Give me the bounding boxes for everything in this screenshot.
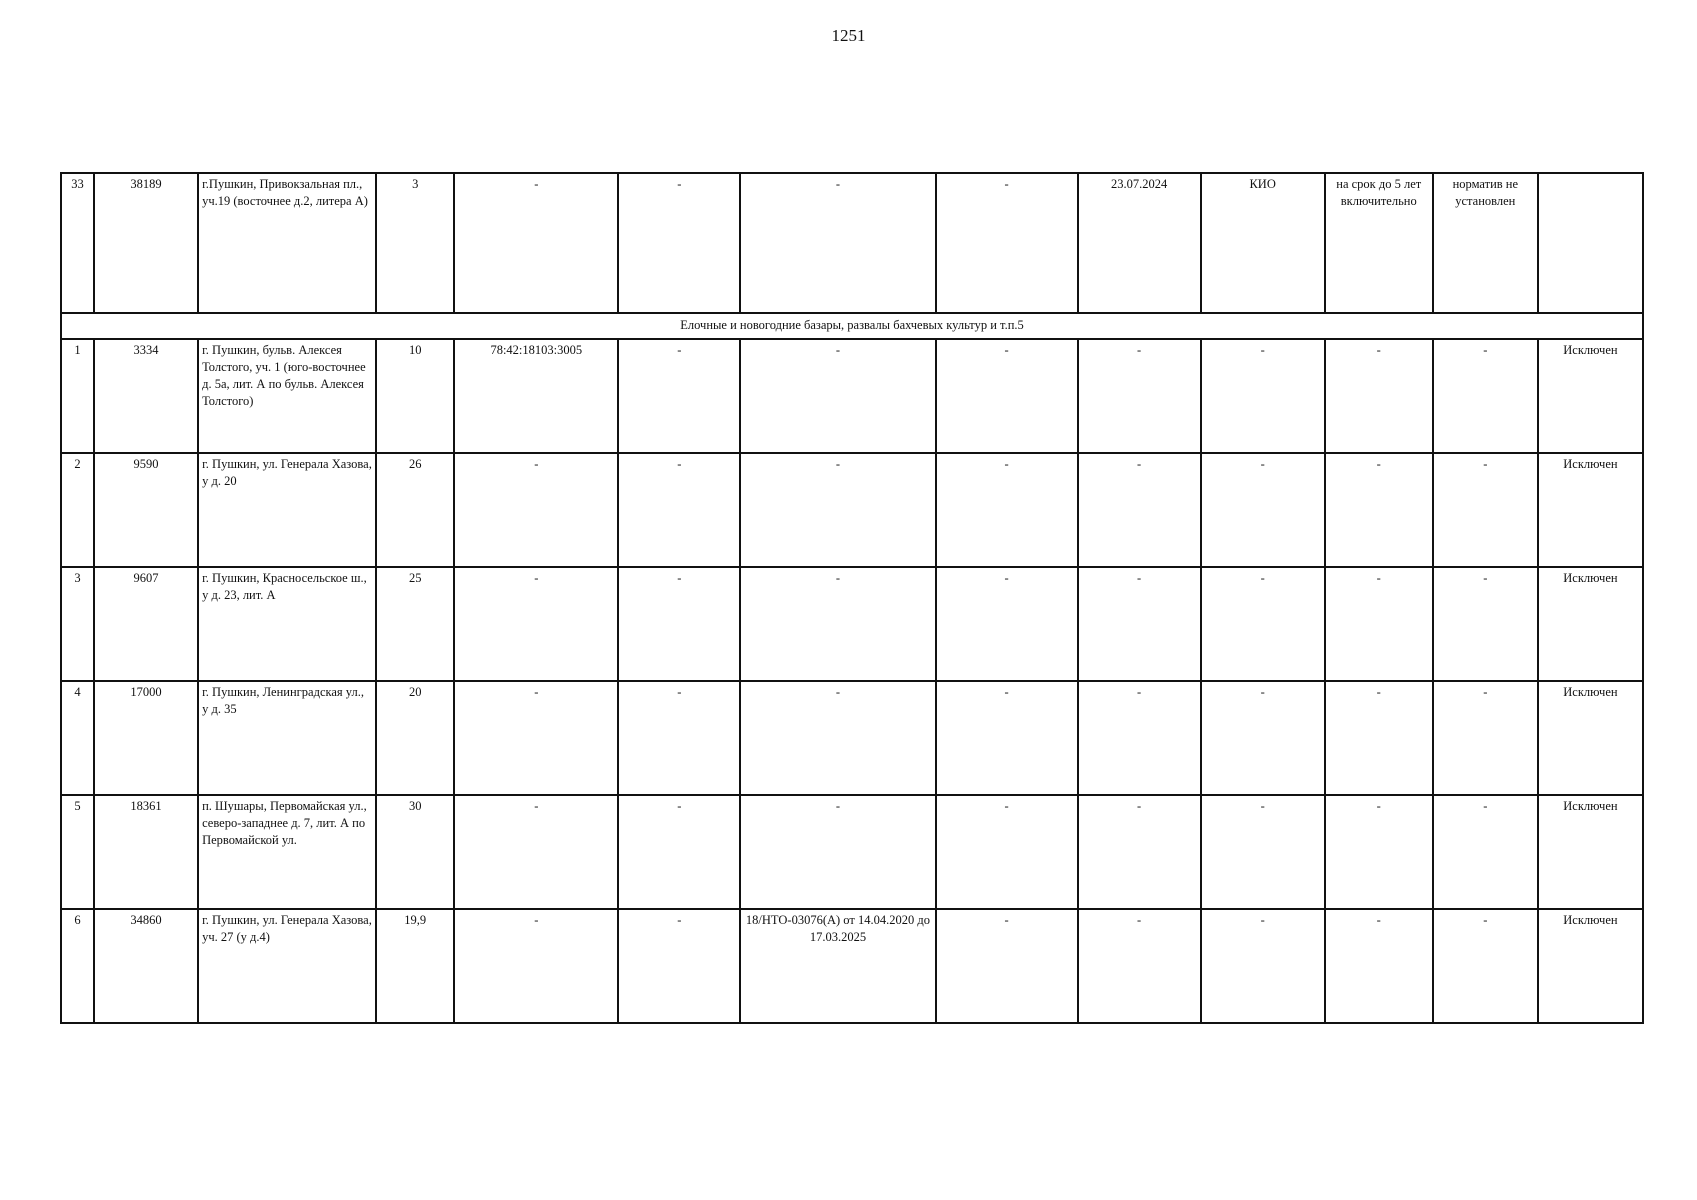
cell-date: - — [1078, 909, 1201, 1023]
cell-status: Исключен — [1538, 567, 1643, 681]
cell-cadastral-number: - — [454, 681, 618, 795]
cell-address: г. Пушкин, бульв. Алексея Толстого, уч. 1 (юго-восточнее д. 5а, лит. А по бульв. Алексея Толстого) — [198, 339, 376, 453]
cell-column-6: - — [618, 909, 740, 1023]
cell-row-number: 2 — [61, 453, 94, 567]
cell-address: г. Пушкин, ул. Генерала Хазова, уч. 27 (у д.4) — [198, 909, 376, 1023]
cell-contract: - — [740, 795, 935, 909]
cell-authority: - — [1201, 909, 1325, 1023]
cell-object-id: 9590 — [94, 453, 198, 567]
cell-address: г. Пушкин, ул. Генерала Хазова, у д. 20 — [198, 453, 376, 567]
cell-cadastral-number: - — [454, 909, 618, 1023]
cell-row-number: 33 — [61, 173, 94, 313]
cell-column-6: - — [618, 453, 740, 567]
cell-authority: - — [1201, 453, 1325, 567]
cell-contract: - — [740, 567, 935, 681]
cell-area: 26 — [376, 453, 454, 567]
cell-address: г. Пушкин, Ленинградская ул., у д. 35 — [198, 681, 376, 795]
cell-row-number: 3 — [61, 567, 94, 681]
cell-address: г. Пушкин, Красносельское ш., у д. 23, лит. А — [198, 567, 376, 681]
cell-date: - — [1078, 681, 1201, 795]
cell-column-8: - — [936, 909, 1078, 1023]
cell-cadastral-number: - — [454, 567, 618, 681]
cell-object-id: 38189 — [94, 173, 198, 313]
cell-contract: - — [740, 681, 935, 795]
cell-column-8: - — [936, 567, 1078, 681]
cell-status: Исключен — [1538, 453, 1643, 567]
cell-norm: - — [1433, 567, 1538, 681]
cell-area: 3 — [376, 173, 454, 313]
cell-status: Исключен — [1538, 795, 1643, 909]
cell-row-number: 4 — [61, 681, 94, 795]
table-row — [61, 909, 1643, 1023]
table-row-33 — [61, 173, 1643, 313]
cell-status: Исключен — [1538, 681, 1643, 795]
cell-column-8: - — [936, 681, 1078, 795]
registry-table — [60, 172, 1644, 1024]
cell-date: - — [1078, 453, 1201, 567]
cell-object-id: 18361 — [94, 795, 198, 909]
cell-column-8: - — [936, 795, 1078, 909]
cell-object-id: 17000 — [94, 681, 198, 795]
cell-authority: - — [1201, 339, 1325, 453]
cell-term: - — [1325, 567, 1433, 681]
cell-contract: - — [740, 453, 935, 567]
cell-authority: КИО — [1201, 173, 1325, 313]
cell-norm: - — [1433, 453, 1538, 567]
cell-address: п. Шушары, Первомайская ул., северо-западнее д. 7, лит. А по Первомайской ул. — [198, 795, 376, 909]
section-title: Елочные и новогодние базары, развалы бахчевых культур и т.п.5 — [61, 313, 1643, 339]
cell-cadastral-number: - — [454, 795, 618, 909]
cell-column-8: - — [936, 173, 1078, 313]
cell-date: - — [1078, 339, 1201, 453]
cell-object-id: 34860 — [94, 909, 198, 1023]
cell-row-number: 1 — [61, 339, 94, 453]
cell-status: Исключен — [1538, 339, 1643, 453]
cell-term: на срок до 5 лет включительно — [1325, 173, 1433, 313]
cell-row-number: 6 — [61, 909, 94, 1023]
cell-date: - — [1078, 567, 1201, 681]
cell-status: Исключен — [1538, 909, 1643, 1023]
cell-norm: - — [1433, 909, 1538, 1023]
section-header-row — [61, 313, 1643, 339]
cell-cadastral-number: - — [454, 173, 618, 313]
cell-column-6: - — [618, 339, 740, 453]
cell-area: 19,9 — [376, 909, 454, 1023]
cell-contract: - — [740, 173, 935, 313]
cell-object-id: 3334 — [94, 339, 198, 453]
cell-date: 23.07.2024 — [1078, 173, 1201, 313]
cell-status — [1538, 173, 1643, 313]
cell-norm: норматив не установлен — [1433, 173, 1538, 313]
cell-authority: - — [1201, 681, 1325, 795]
table-row — [61, 795, 1643, 909]
cell-object-id: 9607 — [94, 567, 198, 681]
cell-column-8: - — [936, 453, 1078, 567]
cell-column-6: - — [618, 795, 740, 909]
cell-cadastral-number: - — [454, 453, 618, 567]
table-row — [61, 567, 1643, 681]
cell-term: - — [1325, 339, 1433, 453]
cell-term: - — [1325, 681, 1433, 795]
cell-date: - — [1078, 795, 1201, 909]
table-row — [61, 681, 1643, 795]
cell-term: - — [1325, 795, 1433, 909]
cell-norm: - — [1433, 795, 1538, 909]
cell-column-6: - — [618, 681, 740, 795]
cell-norm: - — [1433, 681, 1538, 795]
cell-area: 30 — [376, 795, 454, 909]
page-number: 1251 — [831, 26, 866, 45]
cell-area: 20 — [376, 681, 454, 795]
cell-contract: - — [740, 339, 935, 453]
cell-address: г.Пушкин, Привокзальная пл., уч.19 (восточнее д.2, литера А) — [198, 173, 376, 313]
cell-column-6: - — [618, 173, 740, 313]
cell-area: 10 — [376, 339, 454, 453]
cell-authority: - — [1201, 567, 1325, 681]
table-row — [61, 339, 1643, 453]
table-row — [61, 453, 1643, 567]
cell-row-number: 5 — [61, 795, 94, 909]
cell-column-8: - — [936, 339, 1078, 453]
cell-term: - — [1325, 909, 1433, 1023]
cell-cadastral-number: 78:42:18103:3005 — [454, 339, 618, 453]
cell-contract: 18/НТО-03076(А) от 14.04.2020 до 17.03.2025 — [740, 909, 935, 1023]
cell-term: - — [1325, 453, 1433, 567]
cell-area: 25 — [376, 567, 454, 681]
cell-authority: - — [1201, 795, 1325, 909]
cell-column-6: - — [618, 567, 740, 681]
cell-norm: - — [1433, 339, 1538, 453]
